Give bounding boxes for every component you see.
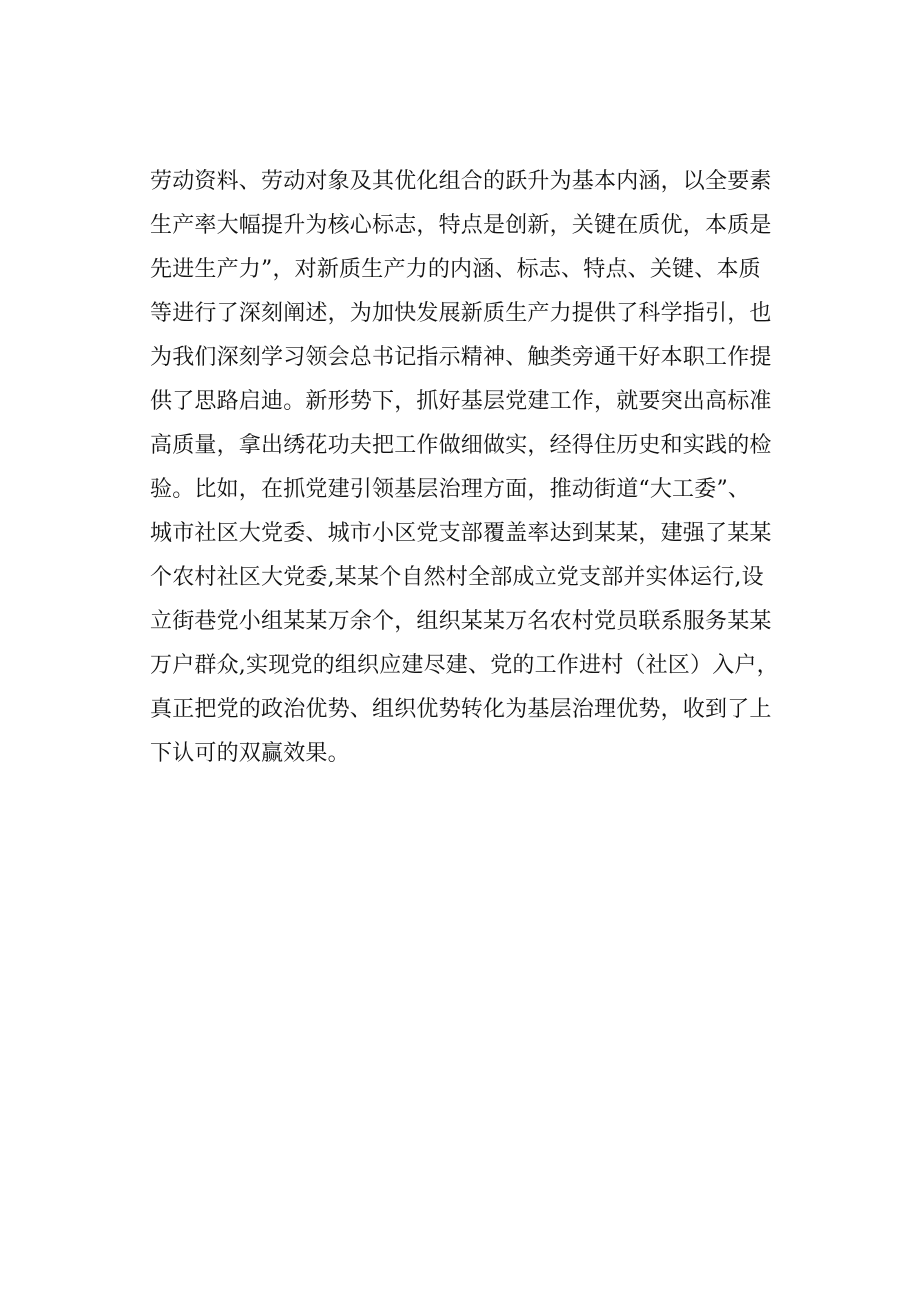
text-line-12: 万户群众,实现党的组织应建尽建、党的工作进村（社区）入户， xyxy=(150,653,779,678)
text-line-1: 劳动资料、劳动对象及其优化组合的跃升为基本内涵，以全要素 xyxy=(150,169,772,194)
text-line-6: 供了思路启迪。新形势下，抓好基层党建工作，就要突出高标准 xyxy=(150,389,772,414)
text-line-2: 生产率大幅提升为核心标志，特点是创新，关键在质优，本质是 xyxy=(150,213,772,238)
text-line-5: 为我们深刻学习领会总书记指示精神、触类旁通干好本职工作提 xyxy=(150,345,772,370)
text-line-13: 真正把党的政治优势、组织优势转化为基层治理优势，收到了上 xyxy=(150,697,772,722)
text-line-7: 高质量，拿出绣花功夫把工作做细做实，经得住历史和实践的检 xyxy=(150,433,772,458)
text-line-4: 等进行了深刻阐述，为加快发展新质生产力提供了科学指引，也 xyxy=(150,301,772,326)
document-paragraph xyxy=(150,160,810,776)
text-line-10: 个农村社区大党委,某某个自然村全部成立党支部并实体运行,设 xyxy=(150,565,764,590)
text-line-9: 城市社区大党委、城市小区党支部覆盖率达到某某，建强了某某 xyxy=(150,521,772,546)
text-line-3: 先进生产力”，对新质生产力的内涵、标志、特点、关键、本质 xyxy=(150,257,761,282)
text-line-11: 立街巷党小组某某万余个，组织某某万名农村党员联系服务某某 xyxy=(150,609,772,634)
text-line-14: 下认可的双赢效果。 xyxy=(150,741,350,766)
text-line-8: 验。比如，在抓党建引领基层治理方面，推动街道“大工委”、 xyxy=(150,477,751,502)
